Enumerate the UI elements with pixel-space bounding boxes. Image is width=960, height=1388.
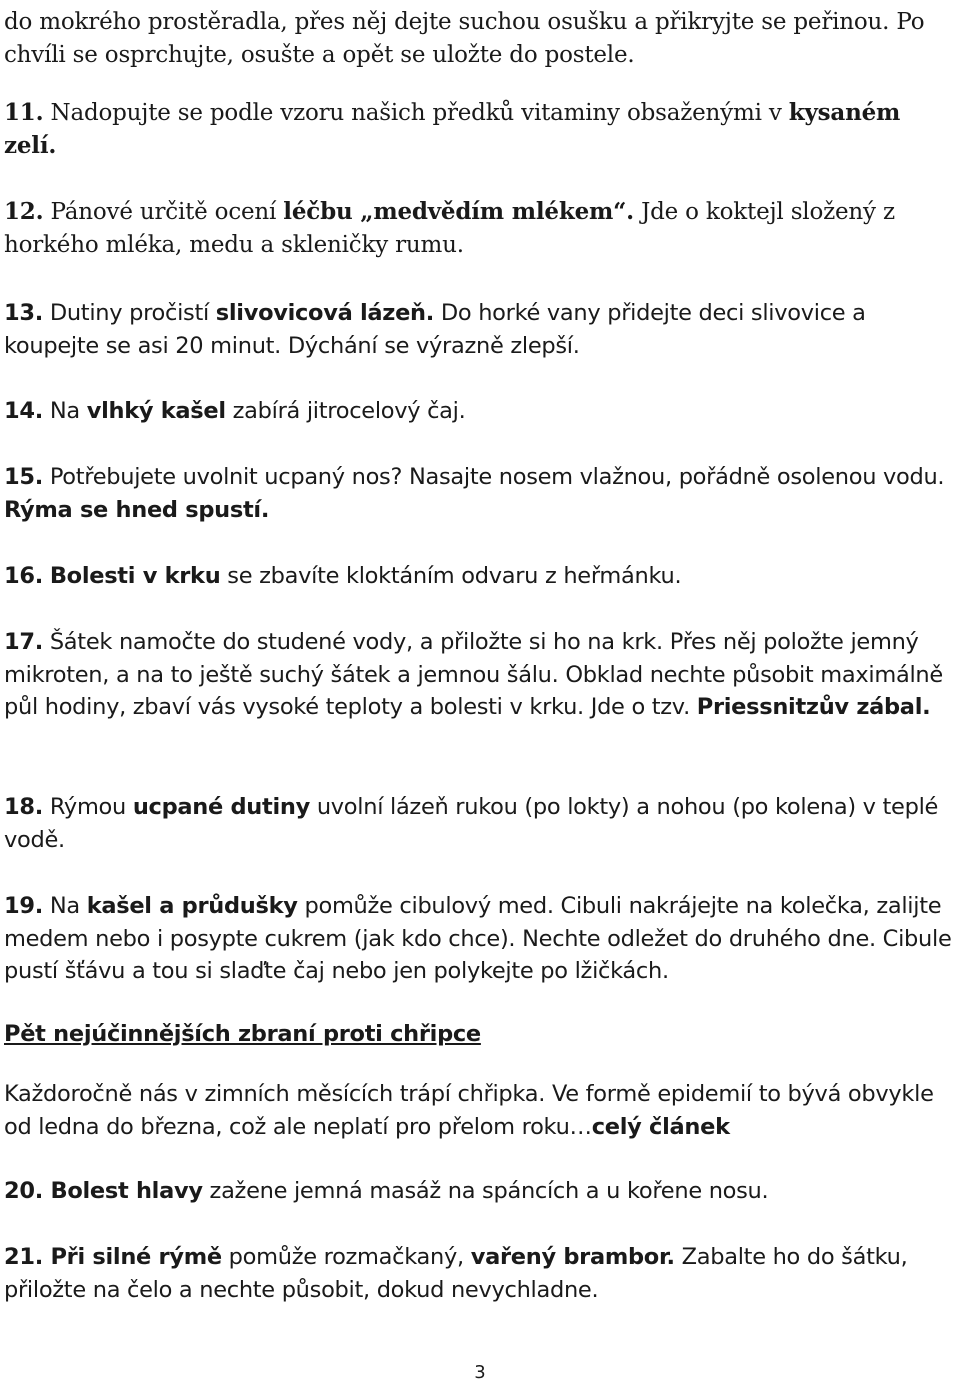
- text-run: vařený brambor.: [470, 1244, 675, 1270]
- text-run: Každoročně nás v zimních měsících trápí chřipka. Ve formě epidemií to bývá obvykle od ledna do března, což ale neplatí pro přelom roku…: [4, 1081, 934, 1140]
- paragraph-16: [4, 560, 956, 593]
- text-run: 13.: [4, 300, 43, 326]
- text-run: Dutiny pročistí: [42, 300, 216, 326]
- text-run: Do horké vany přidejte deci slivovice a koupejte se asi 20 minut. Dýchání se výrazně zlepší.: [4, 300, 866, 359]
- paragraph-13: [4, 297, 956, 362]
- paragraph-19: [4, 890, 956, 988]
- text-run: ucpané dutiny: [132, 794, 310, 820]
- text-run: 17.: [4, 629, 43, 655]
- text-run: [43, 563, 50, 589]
- paragraph-15: [4, 461, 956, 526]
- text-run: 21. Při silné rýmě: [4, 1244, 222, 1270]
- text-run: 20. Bolest hlavy: [4, 1178, 203, 1204]
- text-run: Potřebujete uvolnit ucpaný nos? Nasajte nosem vlažnou, pořádně osolenou vodu.: [42, 464, 945, 490]
- paragraph-21: [4, 1241, 956, 1306]
- text-run: Nadopujte se podle vzoru našich předků vitaminy obsaženými v: [43, 100, 789, 126]
- text-run: uvolní lázeň rukou (po lokty) a nohou (po kolena) v teplé vodě.: [4, 794, 939, 853]
- text-run: Priessnitzův zábal.: [696, 694, 931, 720]
- text-run: Bolesti v krku: [49, 563, 221, 589]
- text-run: se zbavíte kloktáním odvaru z heřmánku.: [220, 563, 682, 589]
- paragraph-20: [4, 1175, 956, 1208]
- paragraph-intro: [4, 6, 956, 71]
- text-run: Šátek namočte do studené vody, a přiložte si ho na krk. Přes něj položte jemný mikroten, a na to ještě suchý šátek a jemnou šálu. Obklad nechte působit maximálně půl hodiny, zbaví vás vysoké teploty a bolesti v krku. Jde o tzv.: [4, 629, 943, 720]
- text-run: zabírá jitrocelový čaj.: [225, 398, 466, 424]
- paragraph-12: [4, 196, 956, 261]
- text-run: Zabalte ho do šátku, přiložte na čelo a nechte působit, dokud nevychladne.: [4, 1244, 908, 1303]
- text-run: 14.: [4, 398, 43, 424]
- text-run: pomůže rozmačkaný,: [221, 1244, 471, 1270]
- text-run: Na: [42, 893, 87, 919]
- paragraph-11: [4, 97, 956, 162]
- paragraph-flu-intro: [4, 1078, 956, 1143]
- section-heading: [4, 1018, 956, 1051]
- paragraph-17: [4, 626, 956, 724]
- text-run: Rýma se hned spustí.: [4, 496, 270, 523]
- paragraph-18: [4, 791, 956, 856]
- text-run: kašel a průdušky: [86, 893, 298, 919]
- text-run: Na: [42, 398, 87, 424]
- text-run: Pánové určitě ocení: [43, 199, 284, 225]
- text-run: zažene jemná masáž na spáncích a u kořene nosu.: [202, 1178, 769, 1204]
- text-run: 15.: [4, 464, 43, 490]
- text-run: 11.: [4, 99, 44, 126]
- text-run: 16.: [4, 563, 43, 589]
- text-run: do mokrého prostěradla, přes něj dejte suchou osušku a přikryjte se peřinou. Po chvíli se osprchujte, osušte a opět se uložte do postele.: [4, 9, 925, 68]
- text-run: Pět nejúčinnějších zbraní proti chřipce: [4, 1021, 481, 1047]
- text-run: slivovicová lázeň.: [215, 300, 435, 326]
- text-run: Rýmou: [42, 794, 133, 820]
- paragraph-14: [4, 395, 956, 428]
- text-run: kysaném zelí.: [4, 99, 901, 159]
- text-run: pomůže cibulový med. Cibuli nakrájejte na kolečka, zalijte medem nebo i posypte cukrem (jak kdo chce). Nechte odležet do druhého dne. Cibule pustí šťávu a tou si slaďte čaj nebo jen polykejte po lžičkách.: [4, 893, 952, 984]
- text-run: vlhký kašel: [86, 398, 226, 424]
- text-run: 18.: [4, 794, 43, 820]
- page-number: 3: [474, 1362, 486, 1383]
- text-run: 19.: [4, 893, 43, 919]
- text-run: Jde o koktejl složený z horkého mléka, medu a skleničky rumu.: [4, 199, 895, 258]
- text-run: léčbu „medvědím mlékem“.: [283, 198, 634, 225]
- text-run: 12.: [4, 198, 44, 225]
- text-run: celý článek: [591, 1113, 730, 1140]
